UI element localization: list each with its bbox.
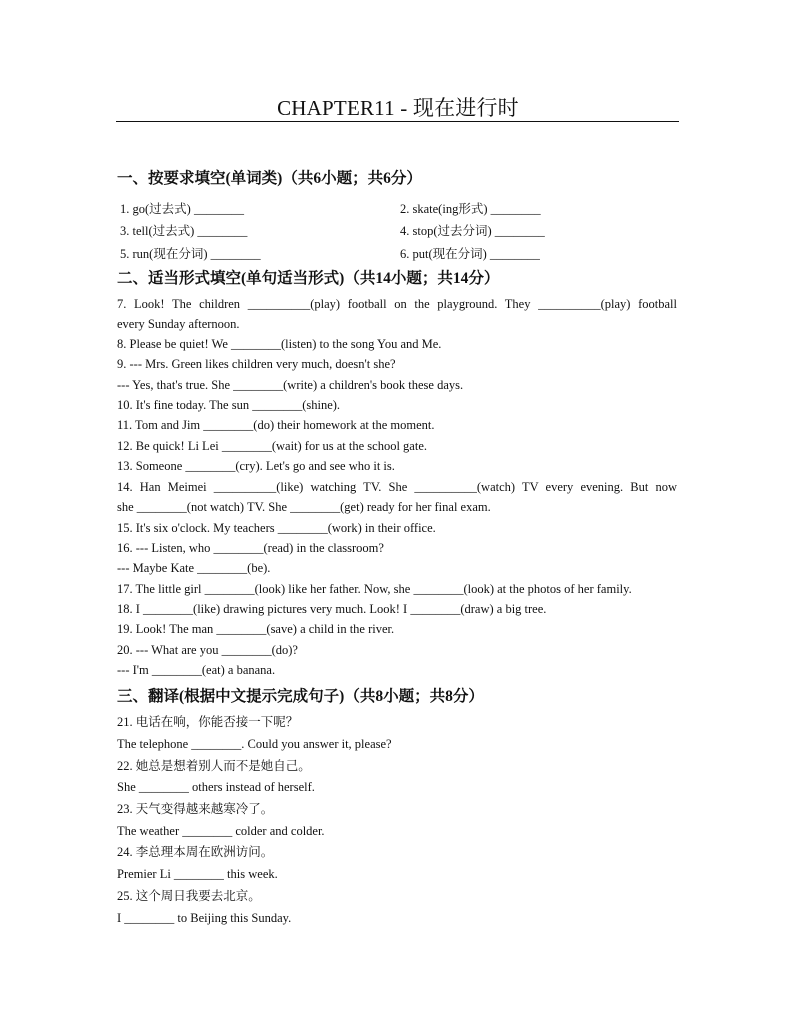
question-20-line-1: 20. --- What are you ________(do)?	[117, 643, 298, 657]
question-4: 4. stop(过去分词) ________	[400, 224, 545, 238]
question-14-line-2: she ________(not watch) TV. She ________(get) ready for her final exam.	[117, 500, 491, 514]
question-17: 17. The little girl ________(look) like her father. Now, she ________(look) at the photos of her family.	[117, 582, 632, 596]
question-11: 11. Tom and Jim ________(do) their homework at the moment.	[117, 418, 435, 432]
question-18: 18. I ________(like) drawing pictures very much. Look! I ________(draw) a big tree.	[117, 602, 547, 616]
title-divider	[116, 121, 679, 122]
question-9-line-1: 9. --- Mrs. Green likes children very much, doesn't she?	[117, 357, 396, 371]
question-22-prompt: 22. 她总是想着别人而不是她自己。	[117, 759, 311, 773]
question-16-line-2: --- Maybe Kate ________(be).	[117, 561, 271, 575]
question-5: 5. run(现在分词) ________	[120, 247, 261, 261]
question-16-line-1: 16. --- Listen, who ________(read) in the classroom?	[117, 541, 384, 555]
question-7-line-2: every Sunday afternoon.	[117, 317, 240, 331]
question-13: 13. Someone ________(cry). Let's go and see who it is.	[117, 459, 395, 473]
question-9-line-2: --- Yes, that's true. She ________(write) a children's book these days.	[117, 378, 464, 392]
section3-heading: 三、翻译(根据中文提示完成句子)（共8小题；共8分）	[117, 688, 484, 705]
question-20-line-2: --- I'm ________(eat) a banana.	[117, 663, 276, 677]
section1-heading: 一、按要求填空(单词类)（共6小题；共6分）	[117, 170, 422, 187]
question-12: 12. Be quick! Li Lei ________(wait) for us at the school gate.	[117, 439, 427, 453]
question-7-line-1: 7. Look! The children __________(play) football on the playground. They __________(play) football	[117, 297, 677, 311]
question-15: 15. It's six o'clock. My teachers ________(work) in their office.	[117, 521, 436, 535]
question-23-prompt: 23. 天气变得越来越寒冷了。	[117, 802, 274, 816]
question-24-answer: Premier Li ________ this week.	[117, 867, 278, 881]
question-21-answer: The telephone ________. Could you answer it, please?	[117, 737, 392, 751]
question-25-prompt: 25. 这个周日我要去北京。	[117, 889, 261, 903]
question-10: 10. It's fine today. The sun ________(shine).	[117, 398, 341, 412]
page-title: CHAPTER11 - 现在进行时	[277, 96, 519, 120]
question-21-prompt: 21. 电话在响，你能否接一下呢？	[117, 715, 299, 729]
question-6: 6. put(现在分词) ________	[400, 247, 540, 261]
question-25-answer: I ________ to Beijing this Sunday.	[117, 911, 292, 925]
question-19: 19. Look! The man ________(save) a child in the river.	[117, 622, 395, 636]
question-1: 1. go(过去式) ________	[120, 202, 244, 216]
question-24-prompt: 24. 李总理本周在欧洲访问。	[117, 845, 274, 859]
question-3: 3. tell(过去式) ________	[120, 224, 248, 238]
question-14-line-1: 14. Han Meimei __________(like) watching TV. She __________(watch) TV every evening. But now	[117, 480, 677, 494]
question-22-answer: She ________ others instead of herself.	[117, 780, 315, 794]
question-2: 2. skate(ing形式) ________	[400, 202, 541, 216]
question-23-answer: The weather ________ colder and colder.	[117, 824, 325, 838]
question-8: 8. Please be quiet! We ________(listen) to the song You and Me.	[117, 337, 442, 351]
section2-heading: 二、适当形式填空(单句适当形式)（共14小题；共14分）	[117, 270, 500, 287]
